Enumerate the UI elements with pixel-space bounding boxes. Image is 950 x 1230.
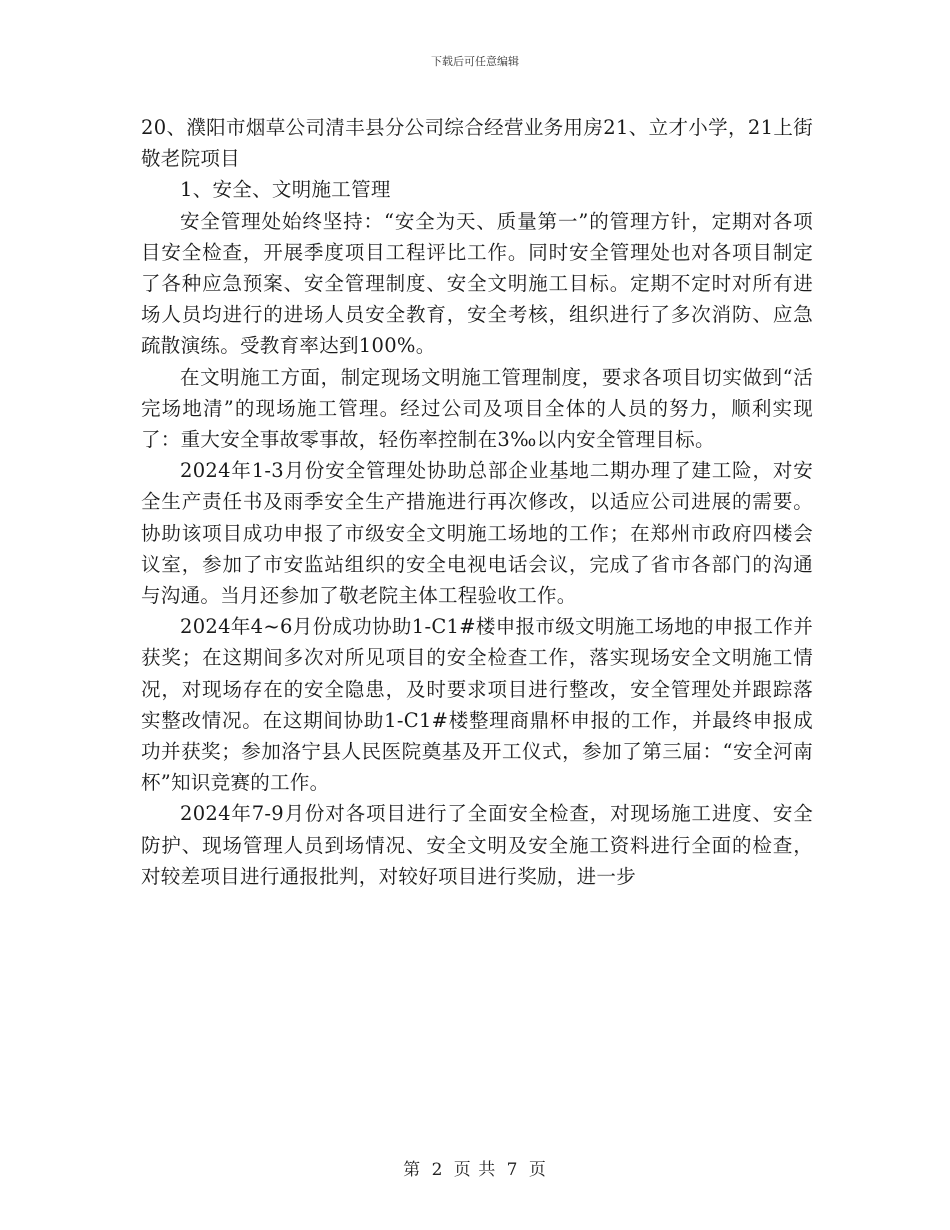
paragraph: 2024年1-3月份安全管理处协助总部企业基地二期办理了建工险，对安全生产责任书及雨季安全生产措施进行再次修改，以适应公司进展的需要。协助该项目成功申报了市级安全文明施工场地的工作；在郑州市政府四楼会议室，参加了市安监站组织的安全电视电话会议，完成了省市各部门的沟通与沟通。当月还参加了敬老院主体工程验收工作。 [141,459,813,608]
paragraph: 在文明施工方面，制定现场文明施工管理制度，要求各项目切实做到“活完场地清”的现场施工管理。经过公司及项目全体的人员的努力，顺利实现了：重大安全事故零事故，轻伤率控制在3‰以内安全管理目标。 [141,365,813,452]
paragraph-project-list: 20、濮阳市烟草公司清丰县分公司综合经营业务用房21、立才小学，21上街敬老院项目 [141,116,813,171]
header-note: 下载后可任意编辑 [431,55,519,68]
section-heading: 1、安全、文明施工管理 [180,178,391,202]
paragraph: 安全管理处始终坚持：“安全为天、质量第一”的管理方针，定期对各项目安全检查，开展季度项目工程评比工作。同时安全管理处也对各项目制定了各种应急预案、安全管理制度、安全文明施工目标。定期不定时对所有进场人员均进行的进场人员安全教育，安全考核，组织进行了多次消防、应急疏散演练。受教育率达到100%。 [141,209,813,358]
paragraph: 2024年7-9月份对各项目进行了全面安全检查，对现场施工进度、安全防护、现场管理人员到场情况、安全文明及安全施工资料进行全面的检查，对较差项目进行通报批判，对较好项目进行奖励，进一步 [141,802,813,888]
footer-suffix: 页 [528,1160,547,1180]
total-page-count: 7 [506,1160,519,1180]
page-footer [0,1155,950,1180]
document-body [141,112,813,892]
paragraph: 2024年4~6月份成功协助1-C1#楼申报市级文明施工场地的申报工作并获奖；在这期间多次对所见项目的安全检查工作，落实现场安全文明施工情况，对现场存在的安全隐患，及时要求项目进行整改，安全管理处并跟踪落实整改情况。在这期间协助1-C1#楼整理商鼎杯申报的工作，并最终申报成功并获奖；参加洛宁县人民医院奠基及开工仪式，参加了第三届：“安全河南杯”知识竞赛的工作。 [141,615,813,795]
footer-prefix: 第 [403,1160,422,1180]
current-page-number: 2 [431,1160,444,1180]
footer-middle: 页 共 [453,1160,497,1180]
